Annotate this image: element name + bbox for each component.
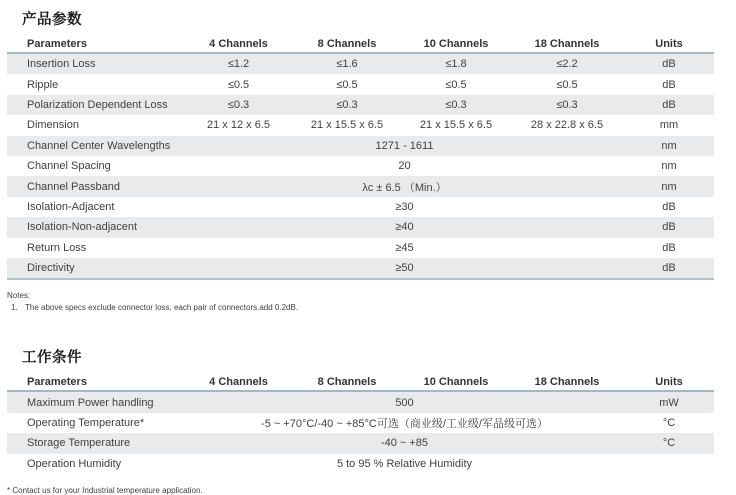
column-header-units: Units bbox=[655, 38, 683, 50]
value-cell: ≤0.5 bbox=[336, 78, 358, 91]
table-row-ripple bbox=[7, 74, 714, 94]
table-row-storage-temperature bbox=[7, 433, 714, 453]
table-header-row bbox=[7, 369, 714, 392]
param-cell: Return Loss bbox=[27, 241, 87, 254]
table-row-operating-temperature bbox=[7, 413, 714, 433]
table-row-polarization-dependent-loss bbox=[7, 95, 714, 115]
table-row-directivity bbox=[7, 258, 714, 278]
column-header-parameters: Parameters bbox=[27, 38, 87, 50]
unit-cell: nm bbox=[661, 180, 677, 193]
value-cell: ≤0.3 bbox=[445, 98, 467, 111]
table-row-channel-passband bbox=[7, 176, 714, 196]
unit-cell: dB bbox=[662, 200, 676, 213]
column-header-10-channels: 10 Channels bbox=[423, 38, 489, 50]
value-cell: 21 x 12 x 6.5 bbox=[207, 119, 270, 132]
note-item bbox=[7, 302, 736, 314]
param-cell: Operation Humidity bbox=[27, 457, 122, 470]
unit-cell: dB bbox=[662, 262, 676, 275]
unit-cell: nm bbox=[661, 139, 677, 152]
param-cell: Channel Center Wavelengths bbox=[27, 139, 171, 152]
param-cell: Maximum Power handling bbox=[27, 396, 154, 409]
span-value-cell: ≥50 bbox=[395, 262, 414, 275]
param-cell: Directivity bbox=[27, 262, 75, 275]
notes-block bbox=[7, 290, 736, 313]
table-row-return-loss bbox=[7, 238, 714, 258]
table-row-channel-spacing bbox=[7, 156, 714, 176]
value-cell: ≤1.2 bbox=[227, 58, 250, 71]
span-value-cell: 1271 - 1611 bbox=[375, 139, 434, 152]
value-cell: ≤0.3 bbox=[556, 98, 578, 111]
value-cell: ≤1.6 bbox=[336, 58, 358, 71]
column-header-4-channels: 4 Channels bbox=[209, 376, 268, 389]
section-working-conditions bbox=[7, 346, 736, 495]
table-row-dimension bbox=[7, 115, 714, 135]
column-header-8-channels: 8 Channels bbox=[317, 376, 377, 389]
column-header-4-channels: 4 Channels bbox=[209, 38, 268, 50]
table-row-isolation-adjacent bbox=[7, 197, 714, 217]
footnote: * Contact us for your Industrial temperature application. bbox=[7, 486, 203, 495]
column-header-8-channels: 8 Channels bbox=[317, 38, 377, 50]
value-cell: 28 x 22.8 x 6.5 bbox=[530, 119, 604, 132]
span-value-cell: λc ± 6.5 （Min.） bbox=[362, 181, 447, 194]
unit-cell: nm bbox=[661, 160, 677, 173]
table-row-isolation-non-adjacent bbox=[7, 217, 714, 237]
span-value-cell: 500 bbox=[395, 396, 414, 409]
unit-cell: dB bbox=[662, 221, 676, 234]
value-cell: ≤1.8 bbox=[445, 58, 467, 71]
param-cell: Polarization Dependent Loss bbox=[27, 98, 168, 111]
note-text: The above specs exclude connector loss, each pair of connectors.add 0.2dB. bbox=[25, 302, 299, 312]
value-cell: ≤2.2 bbox=[556, 58, 578, 71]
column-header-parameters: Parameters bbox=[27, 376, 87, 389]
value-cell: ≤0.3 bbox=[336, 98, 358, 111]
unit-cell: mW bbox=[659, 396, 679, 409]
span-value-cell: -5 ~ +70°C/-40 ~ +85°C可选（商业级/工业级/军品级可选） bbox=[261, 418, 548, 431]
unit-cell: °C bbox=[662, 417, 676, 430]
value-cell: ≤0.3 bbox=[227, 98, 250, 111]
column-header-units: Units bbox=[655, 376, 683, 389]
table-header-row bbox=[7, 31, 714, 54]
table-row-insertion-loss bbox=[7, 54, 714, 74]
unit-cell: mm bbox=[659, 119, 679, 132]
param-cell: Isolation-Non-adjacent bbox=[27, 221, 138, 234]
section-title-working-conditions: 工作条件 bbox=[22, 350, 82, 367]
value-cell: ≤0.5 bbox=[227, 78, 250, 91]
unit-cell: dB bbox=[662, 98, 676, 111]
value-cell: ≤0.5 bbox=[556, 78, 578, 91]
table-body bbox=[7, 392, 714, 474]
section-title-product-parameters: 产品参数 bbox=[22, 12, 82, 28]
param-cell: Ripple bbox=[27, 78, 59, 91]
param-cell: Operating Temperature* bbox=[27, 417, 145, 430]
span-value-cell: 5 to 95 % Relative Humidity bbox=[336, 457, 473, 470]
value-cell: 21 x 15.5 x 6.5 bbox=[419, 119, 493, 132]
span-value-cell: 20 bbox=[398, 160, 411, 173]
unit-cell: dB bbox=[662, 241, 676, 254]
span-value-cell: ≥40 bbox=[395, 221, 414, 234]
param-cell: Dimension bbox=[27, 119, 79, 132]
note-number: 1. bbox=[11, 302, 18, 312]
param-cell: Storage Temperature bbox=[27, 437, 131, 450]
table-row-maximum-power-handling bbox=[7, 392, 714, 412]
unit-cell: dB bbox=[662, 78, 676, 91]
working-conditions-table bbox=[7, 369, 714, 474]
notes-label: Notes: bbox=[7, 291, 31, 301]
column-header-18-channels: 18 Channels bbox=[534, 376, 600, 389]
param-cell: Isolation-Adjacent bbox=[27, 200, 115, 213]
param-cell: Channel Passband bbox=[27, 180, 120, 193]
product-parameters-table bbox=[7, 31, 714, 280]
section-product-parameters bbox=[7, 8, 736, 313]
span-value-cell: -40 ~ +85 bbox=[380, 437, 429, 450]
value-cell: 21 x 15.5 x 6.5 bbox=[310, 119, 384, 132]
param-cell: Channel Spacing bbox=[27, 160, 111, 173]
table-row-channel-center-wavelengths bbox=[7, 136, 714, 156]
span-value-cell: ≥30 bbox=[395, 200, 414, 213]
table-row-operation-humidity bbox=[7, 454, 714, 474]
unit-cell: °C bbox=[662, 437, 676, 450]
unit-cell: dB bbox=[662, 58, 676, 71]
param-cell: Insertion Loss bbox=[27, 58, 96, 71]
value-cell: ≤0.5 bbox=[445, 78, 467, 91]
column-header-10-channels: 10 Channels bbox=[423, 376, 489, 389]
column-header-18-channels: 18 Channels bbox=[534, 38, 600, 50]
table-body bbox=[7, 54, 714, 280]
span-value-cell: ≥45 bbox=[395, 241, 414, 254]
